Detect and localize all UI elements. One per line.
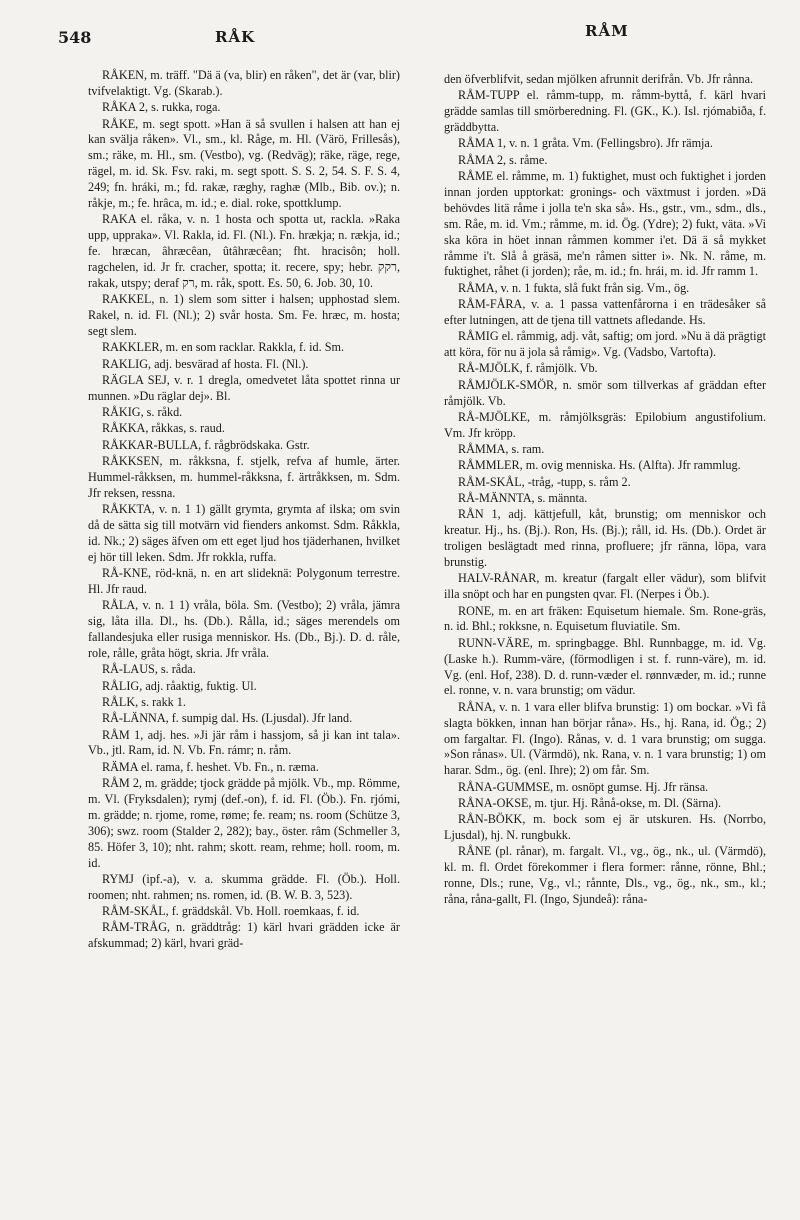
dictionary-entry: den öfverblifvit, sedan mjölken afrunnit derifrån. Vb. Jfr rånna. xyxy=(444,72,754,86)
dictionary-entry: RÅM-SKÅL, f. gräddskål. Vb. Holl. roemkaas, f. id. xyxy=(102,904,360,919)
dictionary-entry: RÅN 1, adj. kättjefull, kåt, brunstig; om menniskor och kreatur. Hj., hs. (Bj.). Ron, Hs. (Bj.); råll, id. Hs. (Db.). Ordet är troligen beslägtadt med rinna, profluere; jfr ränna, löpa, vara brunstig. xyxy=(444,507,766,570)
page-header xyxy=(0,22,800,46)
dictionary-entry: RÅLA, v. n. 1 1) vråla, böla. Sm. (Vestbo); 2) vråla, jämra sig, låta illa. Dl., hs. (Db.). Rålla, id.; säges merendels om fallandesjuka eller rusiga menniskor. Hs. (Db., Bj.). D. d. råle, role, rålle, gråta högt, skria. Jfr vråla. xyxy=(88,598,400,661)
right-running-headword: RÅM xyxy=(585,22,629,40)
dictionary-entry: RÅMMLER, m. ovig menniska. Hs. (Alfta). Jfr rammlug. xyxy=(458,458,741,473)
dictionary-entry: RÅKKAR-BULLA, f. rågbrödskaka. Gstr. xyxy=(102,437,310,452)
dictionary-entry: RÅM-SKÅL, -tråg, -tupp, s. råm 2. xyxy=(458,474,631,489)
dictionary-entry: RÅLK, s. rakk 1. xyxy=(102,694,186,709)
dictionary-entry: RÅ-MÄNNTA, s. männta. xyxy=(458,491,588,506)
left-column xyxy=(88,68,400,953)
dictionary-entry: RÅKKA, råkkas, s. raud. xyxy=(102,421,225,436)
dictionary-entry: HALV-RÅNAR, m. kreatur (fargalt eller vädur), som blifvit illa snöpt och har en pungsten qvar. Fl. (Nerpes i Öb.). xyxy=(444,571,766,602)
dictionary-entry: RÅNA-GUMMSE, m. osnöpt gumse. Hj. Jfr ränsa. xyxy=(458,779,709,794)
dictionary-entry: RÅM 1, adj. hes. »Ji jär råm i hassjom, så ji kan int tala». Vb., jtl. Ram, id. N. Vb. Fn. rámr; n. råm. xyxy=(88,727,400,758)
right-column xyxy=(444,72,766,909)
dictionary-entry: RAKKEL, n. 1) slem som sitter i halsen; upphostad slem. Rakel, n. id. Fl. (Nl.); 2) svår hosta. Sm. Fe. hræc, m. hosta; segt slem. xyxy=(88,292,400,339)
dictionary-entry: RÅNA-OKSE, m. tjur. Hj. Rånå-okse, m. Dl. (Särna). xyxy=(458,795,722,810)
dictionary-entry: RÅM-FÅRA, v. a. 1 passa vattenfårorna i en trädesåker så efter lutningen, att de tjena till vattnets afledande. Hs. xyxy=(444,297,766,327)
dictionary-entry: RÅNE (pl. rånar), m. fargalt. Vl., vg., ög., nk., ul. (Värmdö), kl. m. fl. Ordet förekommer i flera former: rånne, rönne, Bhl.; ronne, Dls.; rune, Vg., vl.; rånnte, Dls., vg., ög., nk., sm., kl.; råna, råna-gallt, Fl. (Ingo, Sjundeå): råna- xyxy=(444,844,766,907)
dictionary-entry: RAKKLER, m. en som racklar. Rakkla, f. id. Sm. xyxy=(102,340,345,355)
dictionary-entry: RÅN-BÖKK, m. bock som ej är utskuren. Hs. (Norrbo, Ljusdal), hj. N. rungbukk. xyxy=(444,812,766,843)
dictionary-entry: RÅMJÖLK-SMÖR, n. smör som tillverkas af gräddan efter råmjölk. Vb. xyxy=(444,377,766,408)
dictionary-entry: RÅKE, m. segt spott. »Han ä så svullen i halsen att han ej kan svälja råken». Vl., sm., kl. Råge, m. Hl. (Värö, Frillesås), sm.; räke, m. Hl., sm. (Vestbo), vg. (Redväg); räke, räge, rege, rägel, m. id. Sk. Fsv. raki, m. segt spott. S. S. 2, 54. S. F. S. 4, 249; fn. hráki, m.; fd. rakæ, ræghy, raghæ (Mlb., Bib. ov.); n. råkje, m.; fe. hrâca, m. id.; e. dial. roke, spottklump. xyxy=(88,116,400,211)
dictionary-entry: RÅ-MJÖLKE, m. råmjölksgräs: Epilobium angustifolium. Vm. Jfr kröpp. xyxy=(444,409,766,440)
dictionary-entry: RONE, m. en art fräken: Equisetum hiemale. Sm. Rone-gräs, n. id. Bhl.; rokksne, n. Equisetum fluviatile. Sm. xyxy=(444,603,766,634)
dictionary-entry: RÅMA 1, v. n. 1 gråta. Vm. (Fellingsbro). Jfr rämja. xyxy=(458,136,713,151)
dictionary-entry: RAKA el. råka, v. n. 1 hosta och spotta ut, rackla. »Raka upp, uppraka». Vl. Rakla, id. Fl. (Nl.). Fn. hrækja; n. rækja, id.; fe. hræcan, âhræcêan, ûtâhræcêan; fht. hracisôn; holl. ragchelen, id. Jr fr. cracher, spotta; it. recere, spy; hebr. רקק, rakak, utspy; deraf רק, m. råk, spott. Es. 50, 6. Job. 30, 10. xyxy=(88,212,400,290)
dictionary-entry: RÄMA el. rama, f. heshet. Vb. Fn., n. ræma. xyxy=(102,759,319,774)
dictionary-entry: RÅMMA, s. ram. xyxy=(458,442,545,457)
dictionary-entry: RÅKEN, m. träff. "Dä ä (va, blir) en råken", det är (var, blir) tvifvelaktigt. Vg. (Skarab.). xyxy=(88,68,400,98)
dictionary-entry: RÅ-LAUS, s. råda. xyxy=(102,662,196,677)
dictionary-entry: RAKLIG, adj. besvärad af hosta. Fl. (Nl.). xyxy=(102,356,309,371)
dictionary-entry: RÅM-TUPP el. råmm-tupp, m. råmm-byttå, f. kärl hvari grädde samlas till smörberedning. Fl. (GK., K.). Isl. rjómabiða, f. gräddbytta. xyxy=(444,88,766,135)
dictionary-entry: RÅKKTA, v. n. 1 1) gällt grymta, grymta af ilska; om svin då de sätta sig till motvärn vid fienders ankomst. Sdm. Råkkla, id. Nk.; 2) säges äfven om ett eget ljud hos tjäderhanen, hvilket ej hör till leken. Sdm. Jfr rokkla, ruffa. xyxy=(88,502,400,564)
dictionary-entry: RÅNA, v. n. 1 vara eller blifva brunstig: 1) om bockar. »Vi få slagta bökken, innan han börjar råna». Hs., hj. Rana, id. Ög.; 2) om fargaltar. Fl. (Ingo). Rånas, v. d. 1 vara brunstig; om sugga. »Son rånas». Ul. (Värmdö), nk. Rana, v. n. 1 vara brunstig; 1) om harar. Sdm., ög. (enl. Ihre); 2) om får. Sm. xyxy=(444,699,766,778)
dictionary-entry: RÅMA, v. n. 1 fukta, slå fukt från sig. Vm., ög. xyxy=(458,280,690,295)
page-number: 548 xyxy=(58,28,92,47)
dictionary-entry: RÅMA 2, s. råme. xyxy=(458,152,548,167)
dictionary-entry: RÅM-TRÅG, n. gräddtråg: 1) kärl hvari grädden icke är afskummad; 2) kärl, hvari gräd- xyxy=(88,920,400,951)
dictionary-entry: RÅKKSEN, m. råkksna, f. stjelk, refva af humle, ärter. Hummel-råkksen, m. hummel-råkksna, f. ärtråkksen, m. Sdm. Jfr reksen, ressna. xyxy=(88,454,400,500)
dictionary-entry: RUNN-VÄRE, m. springbagge. Bhl. Runnbagge, m. id. Vg. (Laske h.). Rumm-väre, (förmodligen i st. f. runn-väre), m. id. Vg. (enl. Hof, 238). D. d. runn-væder el. rønnvæder, m. id.; runne el. ronne, v. n. vara brunstig; om vädur. xyxy=(444,635,766,698)
dictionary-entry: RÄGLA SEJ, v. r. 1 dregla, omedvetet låta spottet rinna ur munnen. »Du räglar dej». Bl. xyxy=(88,372,400,403)
left-running-headword: RÅK xyxy=(215,28,256,46)
dictionary-entry: RYMJ (ipf.-a), v. a. skumma grädde. Fl. (Öb.). Holl. roomen; nht. rahmen; ns. romen, id. (B. W. B. 3, 523). xyxy=(88,871,400,902)
dictionary-entry: RÅ-MJÖLK, f. råmjölk. Vb. xyxy=(458,361,598,376)
dictionary-entry: RÅLIG, adj. råaktig, fuktig. Ul. xyxy=(102,678,257,693)
dictionary-entry: RÅKA 2, s. rukka, roga. xyxy=(102,100,221,115)
dictionary-entry: RÅME el. råmme, m. 1) fuktighet, must och fuktighet i jorden innan jorden upptorkat: gronings- och växtmust i jorden. »Dä behövdes litä råme i jolla te'n ska så». Hs., gstr., vm., sdm., dls., sm. Råe, m. id. Vm.; råmme, m. id. Ög. (Ydre); 2) fukt, väta. »Vi ska köra in höet innan råmmen kommer i'et. Dä ä så mykket råmme i't. Slå å gräsä, me'n råmen sitter i». Nk. N. råme, m. fuktighet, råhet (i jorden); råe, m. id.; fn. hrái, m. id. Jfr ramm 1. xyxy=(444,169,766,279)
dictionary-entry: RÅ-KNE, röd-knä, n. en art slideknä: Polygonum terrestre. Hl. Jfr raud. xyxy=(88,566,400,597)
dictionary-entry: RÅM 2, m. grädde; tjock grädde på mjölk. Vb., mp. Römme, m. Vl. (Fryksdalen); rymj (def.-on), f. id. Fl. (Öb.). Fn. rjómi, m. grädde; n. rjome, rome, røme; fe. ream; ns. room (Schütze 3, 306); swz. room (Stalder 2, 282); bay., öster. râm (Schmeller 3, 85. Höfer 3, 10); nht. rahm; skott. ream, rehme; holl. room, m. id. xyxy=(88,776,400,870)
dictionary-entry: RÅ-LÄNNA, f. sumpig dal. Hs. (Ljusdal). Jfr land. xyxy=(102,711,353,726)
dictionary-entry: RÅMIG el. råmmig, adj. våt, saftig; om jord. »Nu ä dä prägtigt att köra, för nu ä jola så råmig». Vg. (Vadsbo, Vartofta). xyxy=(444,329,766,360)
dictionary-entry: RÅKIG, s. råkd. xyxy=(102,405,183,420)
